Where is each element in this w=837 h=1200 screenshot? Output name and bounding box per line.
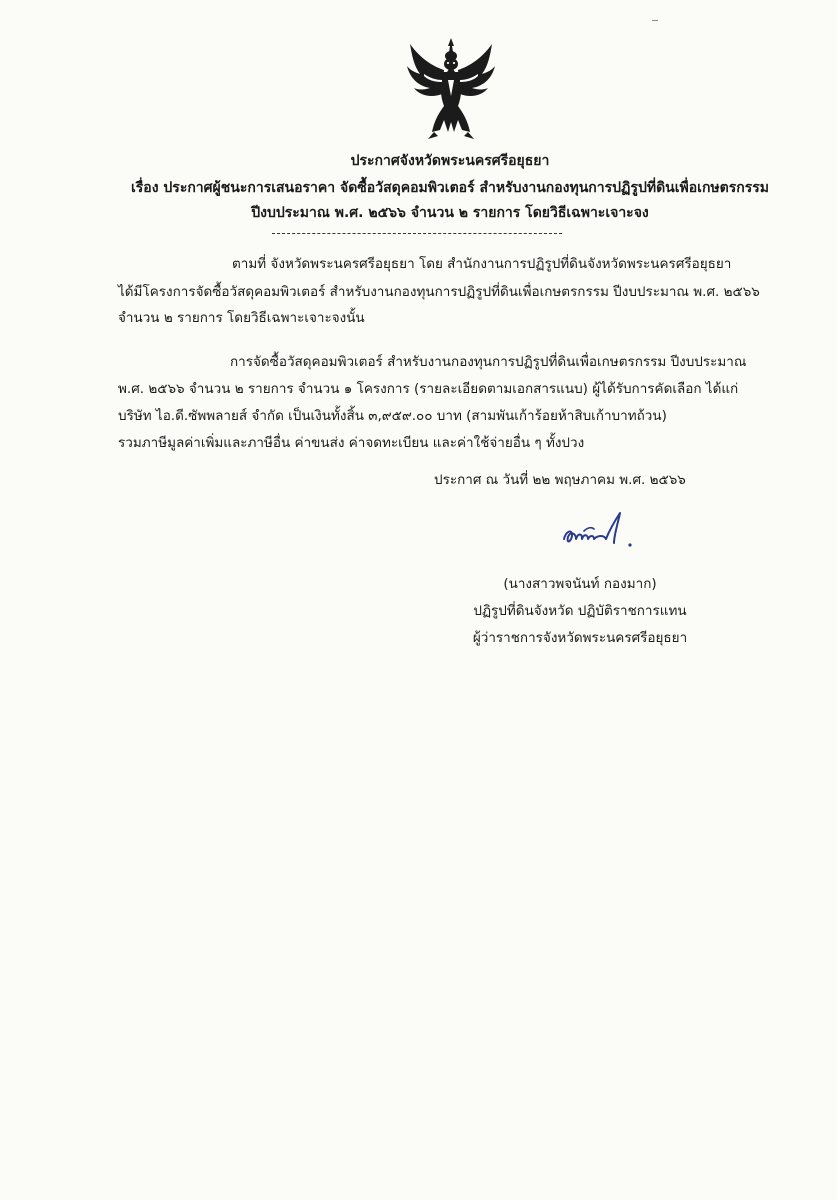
para2-line1: การจัดซื้อวัสดุคอมพิวเตอร์ สำหรับงานกองทุนการปฏิรูปที่ดินเพื่อเกษตรกรรม ปีงบประมาณ xyxy=(230,354,747,370)
scan-mark xyxy=(652,20,658,21)
announcement-title: ประกาศจังหวัดพระนครศรีอยุธยา xyxy=(350,153,550,169)
signatory-authority: ผู้ว่าราชการจังหวัดพระนครศรีอยุธยา xyxy=(472,630,688,646)
para2-line3: บริษัท ไอ.ดี.ซัพพลายส์ จำกัด เป็นเงินทั้งสิ้น ๓,๙๕๙.๐๐ บาท (สามพันเก้าร้อยห้าสิบเก้าบาทถ้วน) xyxy=(118,408,667,424)
para2-line2: พ.ศ. ๒๕๖๖ จำนวน ๒ รายการ จำนวน ๑ โครงการ (รายละเอียดตามเอกสารแนบ) ผู้ได้รับการคัดเลือก ได้แก่ xyxy=(118,381,739,397)
announcement-date: ประกาศ ณ วันที่ ๒๒ พฤษภาคม พ.ศ. ๒๕๖๖ xyxy=(434,472,686,488)
para1-line2: ได้มีโครงการจัดซื้อวัสดุคอมพิวเตอร์ สำหรับงานกองทุนการปฏิรูปที่ดินเพื่อเกษตรกรรม ปีงบประมาณ พ.ศ. ๒๕๖๖ xyxy=(118,284,760,300)
dashed-divider xyxy=(272,233,562,234)
para1-line3: จำนวน ๒ รายการ โดยวิธีเฉพาะเจาะจงนั้น xyxy=(118,310,365,326)
announcement-subject: เรื่อง ประกาศผู้ชนะการเสนอราคา จัดซื้อวัสดุคอมพิวเตอร์ สำหรับงานกองทุนการปฏิรูปที่ดินเพื่อเกษตรกรรม xyxy=(130,180,770,196)
handwritten-signature xyxy=(560,505,640,555)
signatory-name: (นางสาวพจนันท์ กองมาก) xyxy=(503,576,657,592)
para2-line4: รวมภาษีมูลค่าเพิ่มและภาษีอื่น ค่าขนส่ง ค่าจดทะเบียน และค่าใช้จ่ายอื่น ๆ ทั้งปวง xyxy=(118,435,585,451)
signatory-position: ปฏิรูปที่ดินจังหวัด ปฏิบัติราชการแทน xyxy=(473,603,687,619)
para1-line1: ตามที่ จังหวัดพระนครศรีอยุธยา โดย สำนักงานการปฏิรูปที่ดินจังหวัดพระนครศรีอยุธยา xyxy=(232,256,732,272)
announcement-subject-line2: ปีงบประมาณ พ.ศ. ๒๕๖๖ จำนวน ๒ รายการ โดยวิธีเฉพาะเจาะจง xyxy=(251,205,649,221)
garuda-emblem-icon xyxy=(404,36,498,140)
